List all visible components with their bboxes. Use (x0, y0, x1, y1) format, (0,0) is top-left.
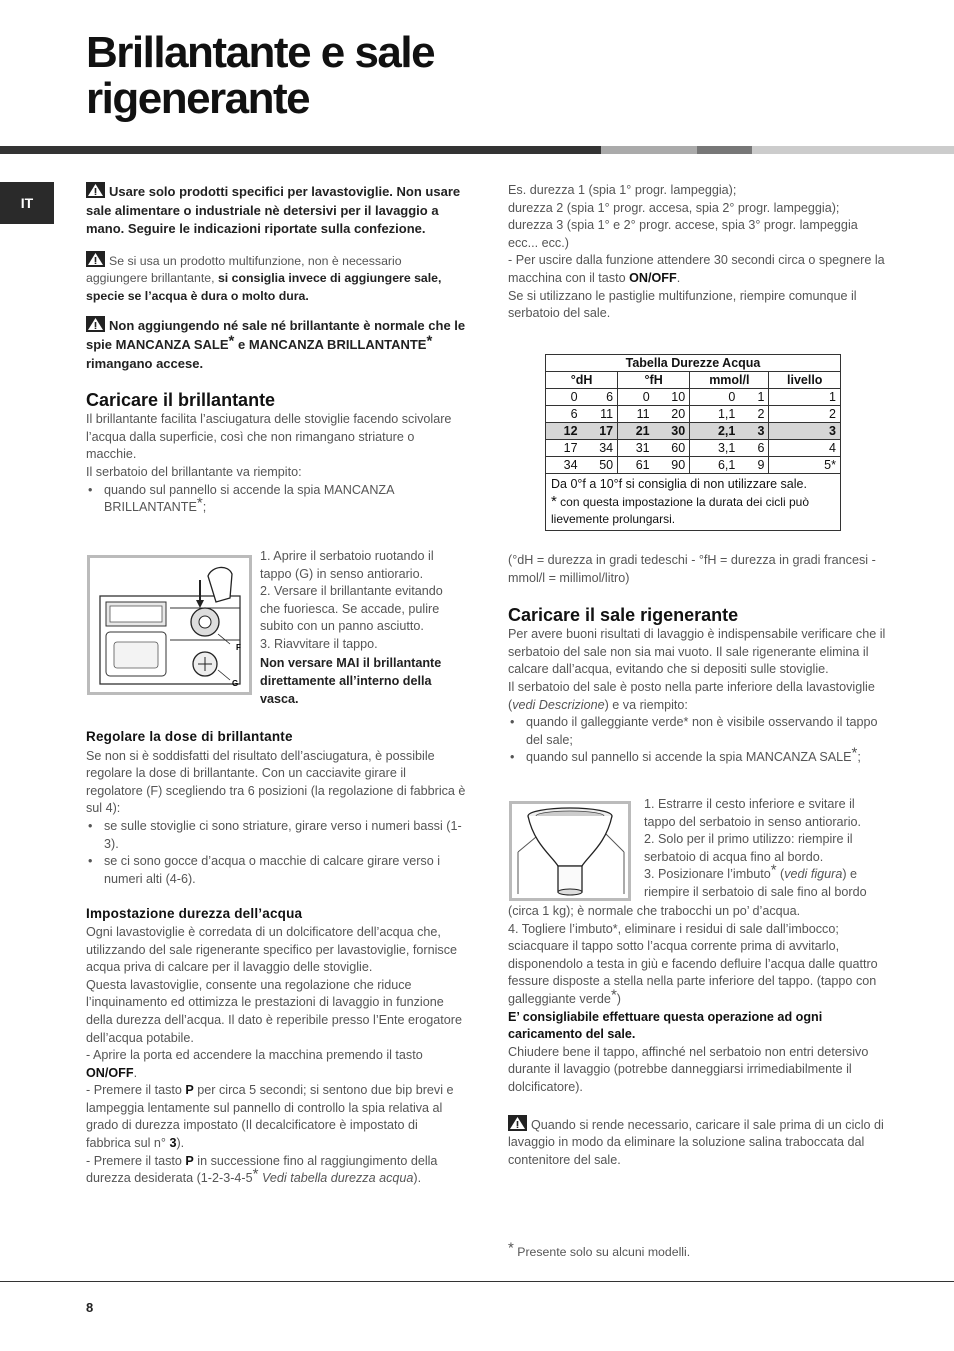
footnote: * Presente solo su alcuni modelli. (508, 1239, 691, 1259)
page-number: 8 (86, 1300, 94, 1315)
table-cell: 3 (769, 423, 841, 440)
table-cell: 12 (546, 423, 582, 440)
table-row (546, 389, 841, 406)
salt-close-cap: Chiudere bene il tappo, affinché nel serbatoio non entri detersivo durante il lavaggio (potrebbe danneggiarsi irrimediabilmente il dolcificatore). (508, 1044, 869, 1094)
table-cell: 50 (582, 457, 618, 474)
table-cell: 4 (769, 440, 841, 457)
list-item: • se ci sono gocce d’acqua o macchie di calcare girare verso i numeri alti (4-6). (86, 853, 466, 888)
table-cell: 2,1 (690, 423, 740, 440)
table-cell: 90 (654, 457, 690, 474)
hardness-step-select: - Premere il tasto P in successione fino al raggiungimento della durezza desiderata (1-2-3-4-5* Vedi tabella durezza acqua). (86, 1153, 438, 1186)
table-cell: 6 (739, 440, 769, 457)
label-g: G (232, 679, 239, 688)
table-cell: 0 (618, 389, 654, 406)
table-cell: 2 (739, 406, 769, 423)
table-cell: 11 (618, 406, 654, 423)
salt-location: Il serbatoio del sale è posto nella parte inferiore della lavastoviglie (vedi Descrizione) e va riempito: (508, 679, 875, 712)
list-item: • quando sul pannello si accende la spia MANCANZA BRILLANTANTE*; (86, 482, 466, 517)
rinse-aid-dispenser-figure (87, 555, 252, 695)
salt-step-2: 2. Solo per il primo utilizzo: riempire il serbatoio di acqua fino al bordo. (644, 832, 853, 864)
table-cell: 60 (654, 440, 690, 457)
salt-advice: E’ consigliabile effettuare questa operazione ad ogni caricamento del sale. (508, 1009, 823, 1042)
hardness-examples: Es. durezza 1 (spia 1° progr. lampeggia); durezza 2 (spia 1° progr. accesa, spia 2° progr. lampeggia); durezza 3 (spia 1° e 2° progr. accese, spia 3° progr. lampeggia ecc... ecc.) (508, 183, 858, 250)
title-line-2: rigenerante (86, 74, 310, 123)
language-tab: IT (0, 182, 54, 224)
dose-text: Se non si è soddisfatti del risultato dell’asciugatura, è possibile regolare la dose di brillantante. Con un cacciavite girare il regolatore (F) scegliendo tra 6 posizioni (la regolazione di fabbrica è sul 4): (86, 748, 466, 816)
table-cell: 11 (582, 406, 618, 423)
table-cell: 5* (769, 457, 841, 474)
hardness-text-2: Questa lavastoviglie, consente una regolazione che riduce l’inquinamento ed ottimizza le prestazioni di lavaggio in funzione della durezza dell’acqua. Il dato è reperibile presso l’Ente erogatore dell’acqua potabile. (86, 977, 462, 1045)
table-header: °dH (546, 372, 618, 389)
rinse-aid-fill: Il serbatoio del brillantante va riempito: (86, 465, 302, 480)
table-cell: 61 (618, 457, 654, 474)
table-note: Da 0°f a 10°f si consiglia di non utilizzare sale. * con questa impostazione la durata dei cicli può lievemente prolungarsi. (546, 474, 841, 531)
table-cell: 34 (582, 440, 618, 457)
rinse-aid-steps: 1. Aprire il serbatoio ruotando il tappo (G) in senso antiorario. 2. Versare il brillantante evitando che fuoriesca. Se accade, pulire subito con un panno asciutto. 3. Riavvitare il tappo. (260, 549, 443, 651)
salt-step-4: 4. Togliere l’imbuto*, eliminare i residui di sale dall’imbocco; sciacquare il tappo sotto l’acqua corrente prima di avvitarlo, disponendolo a testa in giù e facendo defluire l’acqua dalle quattro fessure disposte a stella nella parte inferiore del tappo. (tappo con galleggiante verde*) (508, 921, 878, 1006)
table-cell: 0 (546, 389, 582, 406)
table-cell: 1,1 (690, 406, 740, 423)
salt-heading: Caricare il sale rigenerante (508, 605, 739, 626)
table-cell: 6 (546, 406, 582, 423)
table-row (546, 406, 841, 423)
rinse-aid-caution: Non versare MAI il brillantante direttamente all’interno della vasca. (260, 656, 442, 706)
table-cell: 0 (690, 389, 740, 406)
warning-icon (508, 1115, 527, 1131)
water-hardness-table (545, 354, 841, 531)
list-item: • se sulle stoviglie ci sono striature, girare verso i numeri bassi (1-3). (86, 818, 466, 853)
warning-icon (86, 316, 105, 332)
label-f: F (236, 643, 241, 652)
table-row (546, 440, 841, 457)
table-cell: 34 (546, 457, 582, 474)
table-row (546, 457, 841, 474)
units-legend: (°dH = durezza in gradi tedeschi - °fH = durezza in gradi francesi - mmol/l = millimol/litro) (508, 553, 876, 585)
table-cell: 6 (582, 389, 618, 406)
salt-warning: Quando si rende necessario, caricare il sale prima di un ciclo di lavaggio in modo da eliminare la soluzione salina traboccata dal contenitore del sale. (508, 1115, 886, 1170)
salt-intro: Per avere buoni risultati di lavaggio è indispensabile verificare che il serbatoio del sale non sia mai vuoto. Il sale rigenerante elimina il calcare dall’acqua, evitando che si depositi sulle stoviglie. (508, 627, 886, 677)
list-item: • quando il galleggiante verde* non è visibile osservando il tappo del sale; (508, 714, 886, 749)
page-title (86, 30, 434, 122)
table-cell: 1 (769, 389, 841, 406)
multifunction-tablets: Se si utilizzano le pastiglie multifunzione, riempire comunque il serbatoio del sale. (508, 288, 857, 321)
exit-function: - Per uscire dalla funzione attendere 30 secondi circa o spegnere la macchina con il tasto ON/OFF. (508, 253, 885, 285)
warning-icon (86, 251, 105, 267)
hardness-text-1: Ogni lavastoviglie è corredata di un dolcificatore dell’acqua che, utilizzando del sale rigenerante specifico per lavastoviglie, fornisce acqua priva di calcare per il lavaggio delle stoviglie. (86, 924, 458, 975)
table-header: livello (769, 372, 841, 389)
table-cell: 1 (739, 389, 769, 406)
table-cell: 17 (582, 423, 618, 440)
table-cell: 3,1 (690, 440, 740, 457)
warning-indicators: Non aggiungendo né sale né brillantante è normale che le spie MANCANZA SALE* e MANCANZA BRILLANTANTE* rimangano accese. (86, 318, 466, 372)
title-line-1: Brillantante e sale (86, 28, 435, 77)
warning-icon (86, 182, 105, 198)
list-item: • quando sul pannello si accende la spia MANCANZA SALE*; (508, 749, 886, 767)
table-cell: 20 (654, 406, 690, 423)
table-cell: 21 (618, 423, 654, 440)
salt-funnel-figure (509, 801, 631, 901)
salt-step-3-cont: (circa 1 kg); è normale che trabocchi un po’ d’acqua. (508, 904, 801, 918)
table-cell: 3 (739, 423, 769, 440)
table-cell: 30 (654, 423, 690, 440)
footer-rule (0, 1281, 954, 1282)
table-cell: 10 (654, 389, 690, 406)
table-header: mmol/l (690, 372, 769, 389)
table-cell: 2 (769, 406, 841, 423)
warning-products: Usare solo prodotti specifici per lavastoviglie. Non usare sale alimentare o industriale nè detersivi per il lavaggio a mano. Seguire le indicazioni riportate sulla confezione. (86, 184, 461, 236)
table-cell: 6,1 (690, 457, 740, 474)
hardness-heading: Impostazione durezza dell’acqua (86, 906, 303, 922)
hardness-step-onoff: - Aprire la porta ed accendere la macchina premendo il tasto ON/OFF. (86, 1048, 423, 1080)
salt-step-1: 1. Estrarre il cesto inferiore e svitare il tappo del serbatoio in senso antiorario. (644, 797, 862, 829)
hardness-step-p: - Premere il tasto P per circa 5 secondi; si sentono due bip brevi e lampeggia lentamente sul pannello di controllo la spia relativa al grado di durezza impostato (Il decalcificatore è impostato di fabbrica sul n° 3). (86, 1083, 454, 1151)
table-cell: 9 (739, 457, 769, 474)
table-title: Tabella Durezze Acqua (546, 355, 841, 372)
table-cell: 31 (618, 440, 654, 457)
salt-step-3: 3. Posizionare l’imbuto* (vedi figura) e riempire il serbatoio di sale fino al bordo (644, 861, 867, 899)
rinse-aid-heading: Caricare il brillantante (86, 390, 276, 411)
table-cell: 17 (546, 440, 582, 457)
dose-heading: Regolare la dose di brillantante (86, 729, 293, 744)
rinse-aid-intro: Il brillantante facilita l’asciugatura delle stoviglie facendo scivolare l’acqua dalla superficie, così che non rimangano striature o macchie. (86, 412, 452, 462)
table-row (546, 423, 841, 440)
warning-multifunction: Se si usa un prodotto multifunzione, non è necessario aggiungere brillantante, si consiglia invece di aggiungere sale, specie se l’acqua è dura o molto dura. (86, 251, 466, 306)
table-header: °fH (618, 372, 690, 389)
